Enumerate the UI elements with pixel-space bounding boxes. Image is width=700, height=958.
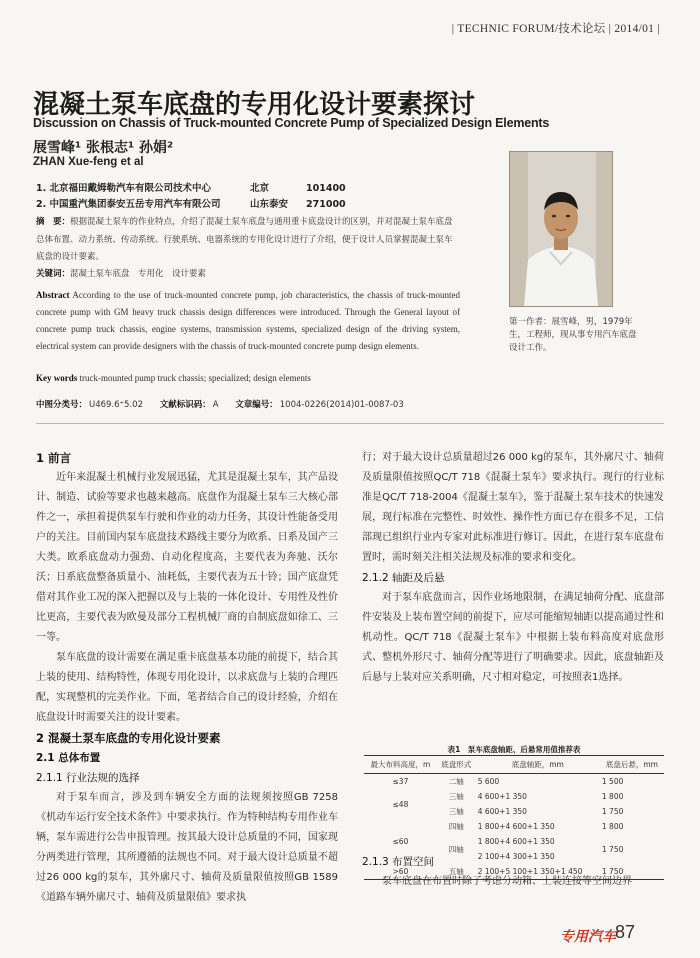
table-row — [364, 789, 664, 804]
page-number: 87 — [615, 922, 636, 942]
affiliation-city: 山东泰安 — [250, 199, 289, 210]
left-column — [36, 448, 338, 908]
table-header-cell: 最大布料高度，m — [364, 756, 437, 774]
table-header-row — [364, 756, 664, 774]
table-cell: 二轴 — [448, 777, 464, 786]
table-cell: 四轴 — [448, 822, 464, 831]
article-number-value: 1004-0226(2014)01-0087-03 — [279, 400, 404, 410]
journal-logo: 专用汽车 — [560, 929, 616, 945]
keywords-cn-label: 关键词： — [36, 269, 71, 279]
table-cell: ≤60 — [392, 837, 409, 846]
affiliation-2 — [36, 196, 346, 210]
header-rule — [0, 9, 700, 10]
table-cell: ≤48 — [392, 799, 409, 809]
section-2-1-2-paragraph: 对于泵车底盘而言，因作业场地限制，在满足轴荷分配、底盘部件安装及上装布置空间的前提下，应尽可能缩短轴距以提高通过性和机动性。QC/T 718《混凝土泵车》中根据上装布料高度对底盘形式、整机外形尺寸、轴荷分配等进行了明确要求。因此，底盘轴距及后悬与上装对应关系明确，尺寸相对稳定，可按照表1选择。 — [362, 592, 664, 683]
table-cell: 1 800+4 600+1 350 — [477, 837, 555, 846]
abstract-en — [36, 287, 460, 355]
table-cell: 1 800 — [601, 792, 624, 801]
table-cell: ≤37 — [392, 777, 409, 786]
table-cell: 三轴 — [448, 807, 464, 816]
abstract-en-text: According to the use of truck-mounted concrete pump, job characteristics, the chassis of truck-mounted concrete pump with GM heavy truck chassis design differences were introduced. Through the General layout of concrete pump truck chassis, engine systems, transmission systems, specialized design of the driving system, electrical system can provide designers with the chassis of truck-mounted concrete pump design elements. — [36, 290, 460, 351]
section-2-1-1-heading: 2.1.1 行业法规的选择 — [36, 772, 140, 784]
table-cell: 1 500 — [601, 777, 624, 786]
table-row — [364, 774, 664, 790]
table-cell: 1 800+4 600+1 350 — [477, 822, 555, 831]
abstract-en-label: Abstract — [36, 290, 70, 300]
table-cell: 2 100+4 300+1 350 — [477, 852, 555, 861]
table-cell: 1 800 — [601, 822, 624, 831]
keywords-cn — [36, 266, 460, 284]
table-cell: 4 600+1 350 — [477, 792, 527, 801]
section-2-1-1-paragraph: 对于泵车而言，涉及到车辆安全方面的法规须按照GB 7258《机动车运行安全技术条件》中要求执行。作为特种结构专用作业车辆，泵车需进行公告申报管理。按其最大设计总质量的不同，国家现分两类进行管理，其所遵循的法规也不同。对于最大设计总质量不超过26 000 kg的泵车，其外廓尺寸、轴荷及质量限值按照GB 1589《道路车辆外廓尺寸、轴荷及质量限值》要求执 — [36, 792, 338, 903]
abstract-cn — [36, 214, 460, 267]
table-header-cell: 底盘形式 — [437, 756, 476, 774]
abstract-cn-text: 根据混凝土泵车的作业特点，介绍了混凝土泵车底盘与通用重卡底盘设计的区别，并对混凝土泵车底盘总体布置、动力系统、传动系统、行驶系统、电器系统的专用化设计进行了介绍，便于设计人员掌握混凝土泵车底盘的设计要素。 — [36, 217, 453, 262]
running-header: | TECHNIC FORUM/技术论坛 | 2014/01 | — [451, 23, 660, 35]
table-row — [364, 819, 664, 834]
clc-label: 中图分类号： — [36, 400, 88, 410]
section-1-paragraph-2: 泵车底盘的设计需要在满足重卡底盘基本功能的前提下，结合其上装的使用、结构特性，体现专用化设计，以求底盘与上装的合理匹配，实现整机的完美作业。下面，笔者结合自己的设计经验，介绍在底盘设计时需要关注的设计要素。 — [36, 652, 338, 723]
table-cell: 1 750 — [601, 807, 624, 816]
table-1-title: 表1 泵车底盘轴距、后悬常用值推荐表 — [447, 745, 581, 754]
section-2-1-3-paragraph: 泵车底盘在布置时除了考虑分动箱、上装连接等空间边界 — [382, 876, 632, 887]
abstract-cn-label: 摘 要： — [36, 217, 71, 227]
authors-cn: 展雪峰¹ 张根志¹ 孙娟² — [33, 140, 174, 156]
article-title-en: Discussion on Chassis of Truck-mounted Concrete Pump of Specialized Design Elements — [33, 116, 550, 130]
right-column — [362, 448, 664, 688]
table-cell: 5 600 — [477, 777, 500, 786]
section-1-heading: 1 前言 — [36, 451, 72, 465]
keywords-cn-text: 混凝土泵车底盘 专用化 设计要素 — [70, 269, 207, 279]
keywords-en-text: truck-mounted pump truck chassis; specialized; design elements — [79, 373, 311, 383]
author-photo — [509, 151, 613, 307]
table-header-cell: 底盘后悬，mm — [600, 756, 664, 774]
table-cell: >60 — [364, 864, 437, 880]
classification-line — [36, 398, 404, 410]
section-2-heading: 2 混凝土泵车底盘的专用化设计要素 — [36, 731, 221, 745]
affiliation-name: 2. 中国重汽集团泰安五岳专用汽车有限公司 — [36, 199, 221, 210]
section-2-1-heading: 2.1 总体布置 — [36, 752, 101, 764]
keywords-en — [36, 370, 460, 387]
section-divider — [36, 423, 664, 424]
table-cell: 1 750 — [601, 844, 624, 854]
section-1-paragraph-1: 近年来混凝土机械行业发展迅猛，尤其是混凝土泵车，其产品设计、制造、试验等要求也越来越高。底盘作为混凝土泵车三大核心部件之一，承担着提供泵车行驶和作业的动力任务，其设计性能备受用户的关注。目前国内泵车底盘技术路线主要分为欧系、日系及国产三大类。欧系底盘动力强劲、自动化程度高，主要代表为奔驰、沃尔沃；日系底盘整备质量小、油耗低，主要代表为五十铃；国产底盘凭借对其作业工况的深入把握以及与上装的一体化设计、专用性及性价比更高，主要代表为欧曼及部分工程机械厂商的自制底盘如徐工、三一等。 — [36, 472, 338, 643]
section-2-1-3-heading: 2.1.3 布置空间 — [362, 856, 435, 868]
affiliation-zip: 101400 — [306, 183, 346, 194]
table-cell: 1 750 — [600, 864, 664, 880]
table-cell: 四轴 — [448, 844, 464, 854]
table-cell: 三轴 — [448, 792, 464, 801]
affiliation-1 — [36, 180, 346, 194]
author-caption: 第一作者：展雪峰，男，1979年生，工程师，现从事专用汽车底盘设计工作。 — [509, 317, 637, 353]
section-2-1-1-continued: 行；对于最大设计总质量超过26 000 kg的泵车，其外廓尺寸、轴荷及质量限值按照QC/T 718《混凝土泵车》要求执行。现行的行业标准是QC/T 718-2004《混凝土泵车》，鉴于混凝土泵车技术的快速发展，现行标准在完整性、时效性、操作性方面已存在很多不足，工信部现已组织行业内专家对此标准进行修订。因此，在进行泵车底盘布置时，需时刻关注相关法规及标准的要求和变化。 — [362, 452, 664, 563]
table-cell: 4 600+1 350 — [477, 807, 527, 816]
keywords-en-label: Key words — [36, 373, 78, 383]
table-cell: 2 100+5 100+1 350+1 450 — [476, 864, 600, 880]
article-number-label: 文章编号： — [235, 400, 278, 410]
table-cell: 五轴 — [437, 864, 476, 880]
article-title-cn: 混凝土泵车底盘的专用化设计要素探讨 — [33, 90, 476, 120]
right-column-bottom — [362, 852, 664, 892]
affiliation-zip: 271000 — [306, 199, 346, 210]
section-2-1-2-heading: 2.1.2 轴距及后悬 — [362, 572, 445, 584]
doc-code-value: A — [212, 400, 219, 410]
affiliation-city: 北京 — [250, 183, 270, 194]
affiliation-name: 1. 北京福田戴姆勒汽车有限公司技术中心 — [36, 183, 212, 194]
table-header-cell: 底盘轴距，mm — [476, 756, 600, 774]
authors-en: ZHAN Xue-feng et al — [33, 156, 144, 168]
doc-code-label: 文献标识码： — [159, 400, 211, 410]
clc-value: U469.6⁺5.02 — [89, 400, 143, 410]
